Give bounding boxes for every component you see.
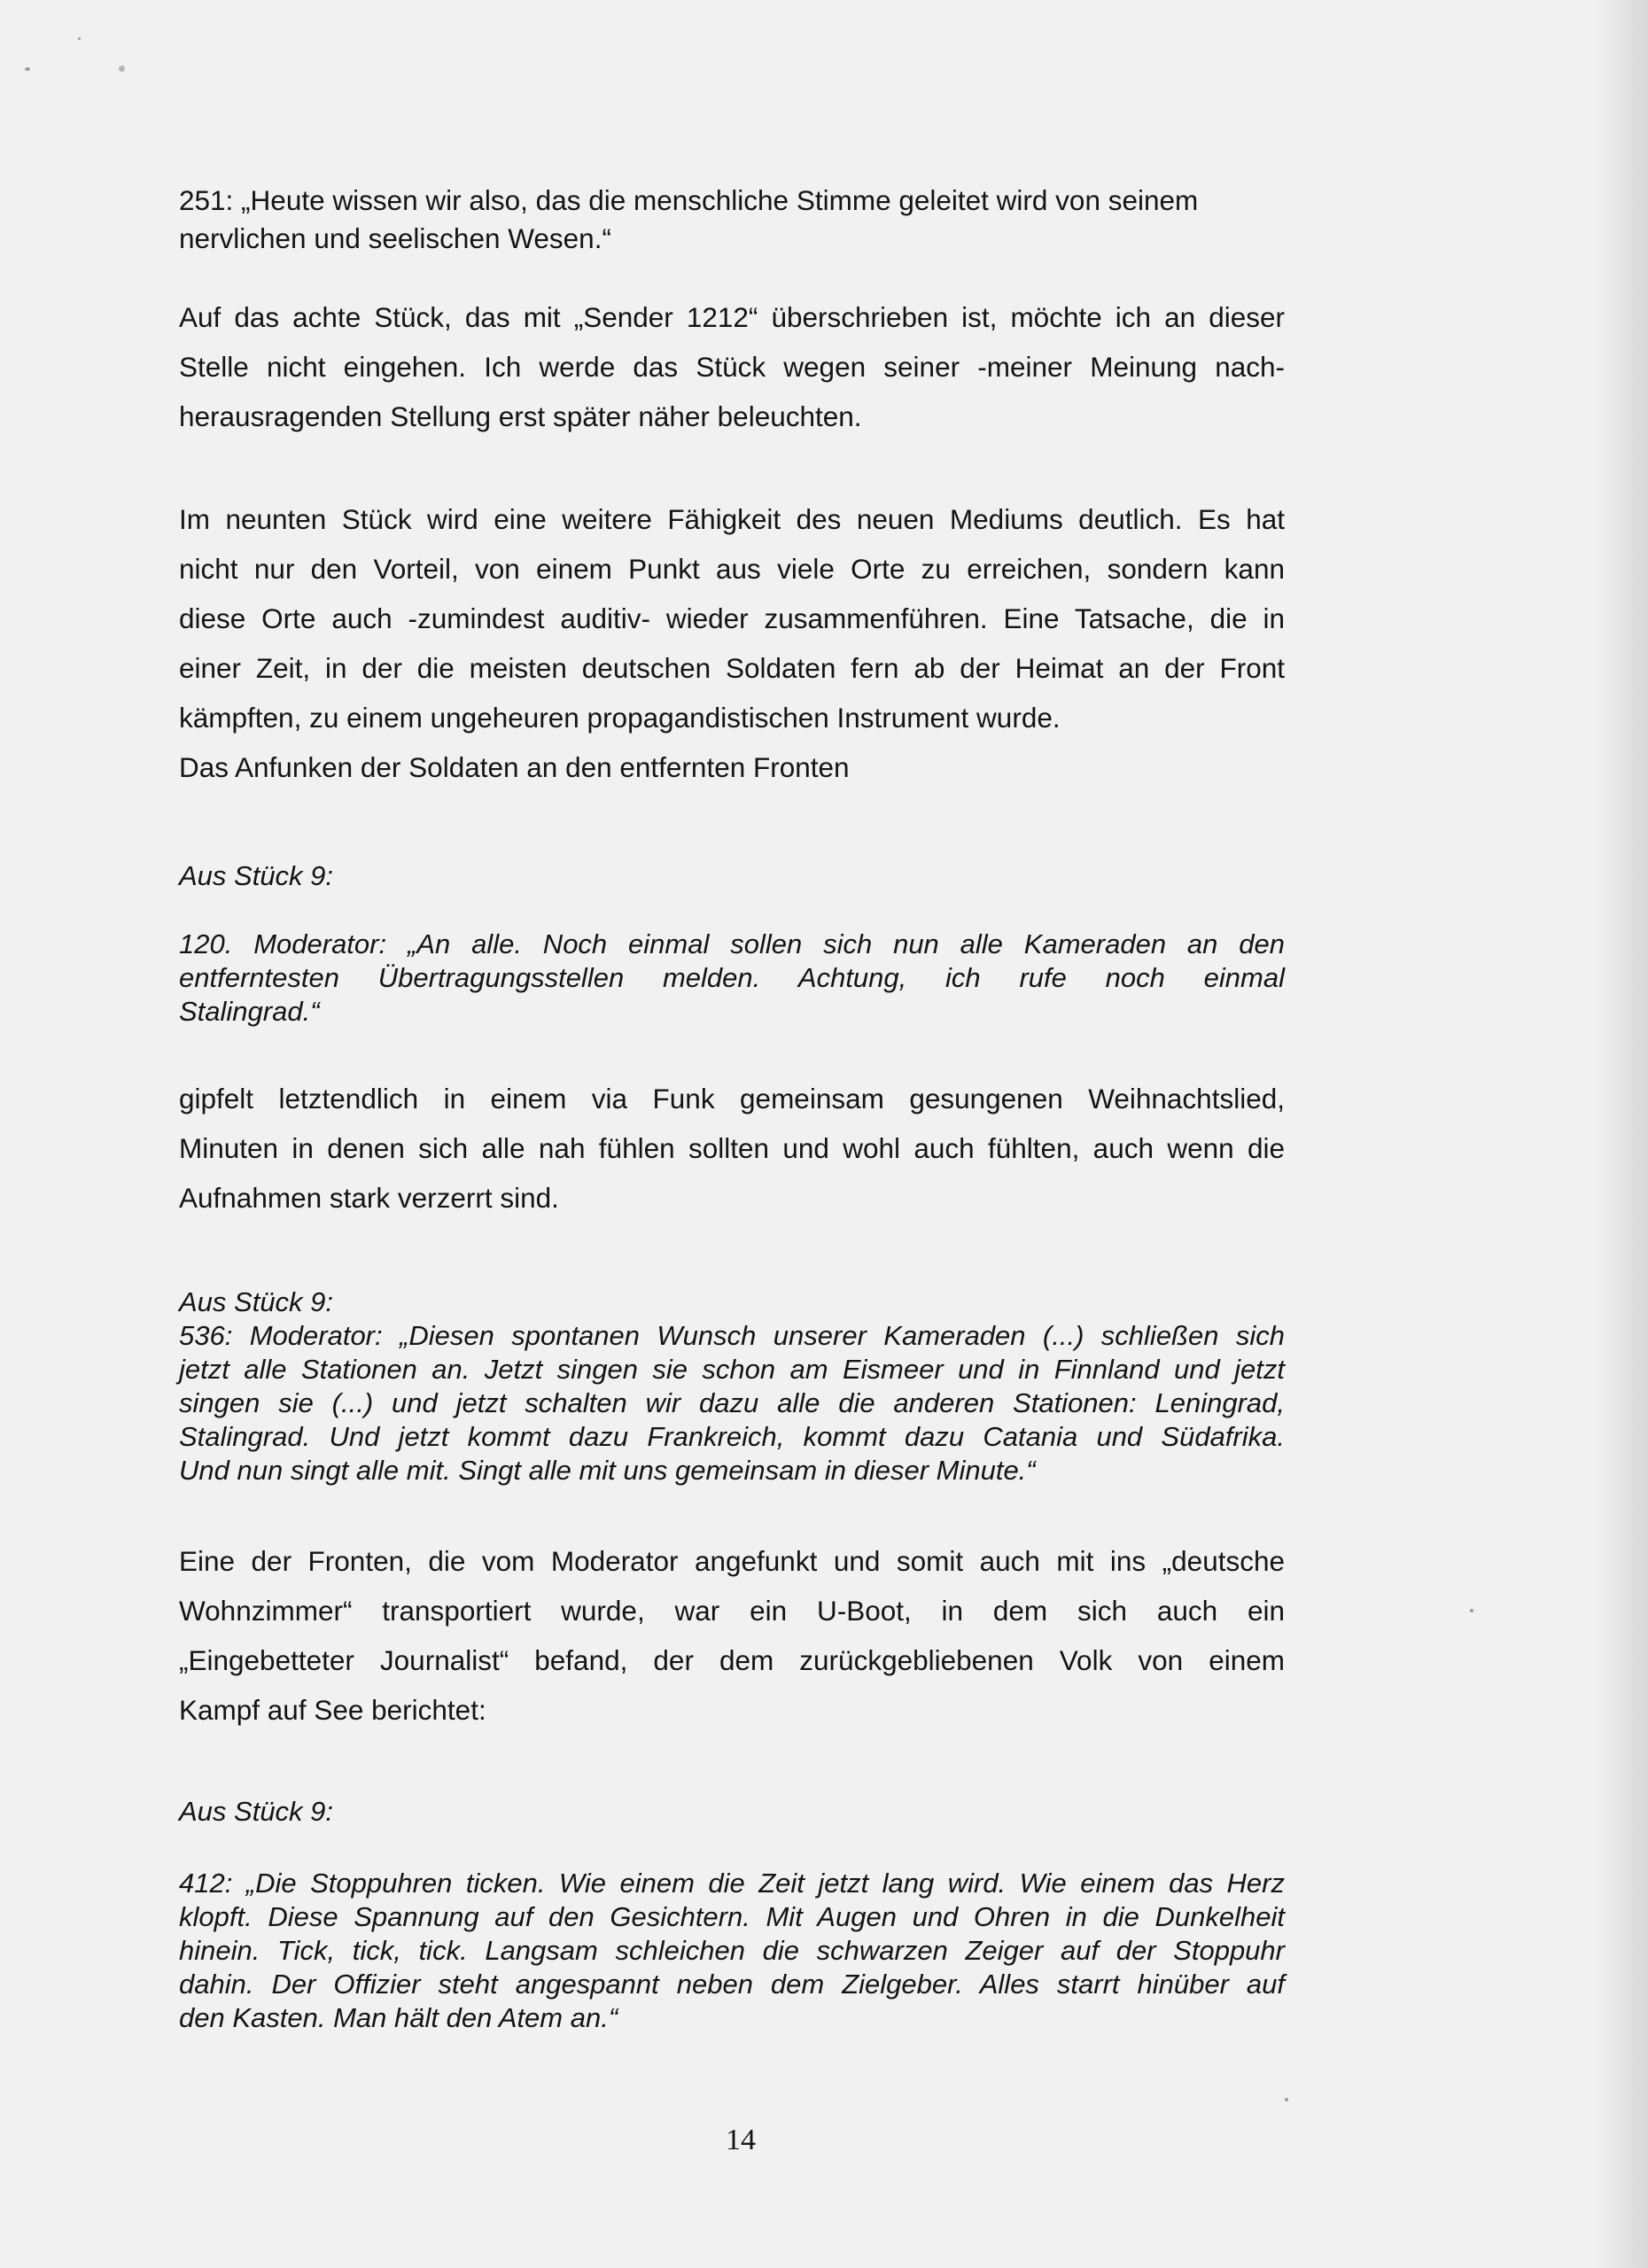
- scan-speck: [1285, 2098, 1288, 2101]
- text-line: entferntesten Übertragungsstellen melden. Achtung, ich rufe noch einmal: [179, 962, 1285, 993]
- text-line: Das Anfunken der Soldaten an den entfernten Fronten: [179, 751, 850, 783]
- scan-speck: [1470, 1609, 1473, 1612]
- text-line: 120. Moderator: „An alle. Noch einmal sollen sich nun alle Kameraden an den: [179, 928, 1285, 959]
- text-line: „Eingebetteter Journalist“ befand, der dem zurückgebliebenen Volk von einem: [179, 1644, 1285, 1676]
- text-line: Auf das achte Stück, das mit „Sender 1212“ überschrieben ist, möchte ich an dieser: [179, 301, 1285, 333]
- source-label: [179, 1794, 1285, 1829]
- text-line: nicht nur den Vorteil, von einem Punkt aus viele Orte zu erreichen, sondern kann: [179, 553, 1285, 585]
- paragraph-weihnachtslied: [179, 1074, 1285, 1223]
- text-line: Aufnahmen stark verzerrt sind.: [179, 1182, 559, 1214]
- paragraph-u-boot: [179, 1536, 1285, 1735]
- scan-speck: [78, 37, 81, 40]
- text-line: Minuten in denen sich alle nah fühlen sollten und wohl auch fühlten, auch wenn die: [179, 1132, 1285, 1164]
- text-line: den Kasten. Man hält den Atem an.“: [179, 2002, 618, 2033]
- text-line: Stalingrad.“: [179, 996, 320, 1027]
- text-line: nervlichen und seelischen Wesen.“: [179, 222, 611, 254]
- text-line: Im neunten Stück wird eine weitere Fähigkeit des neuen Mediums deutlich. Es hat: [179, 503, 1285, 535]
- source-label: Aus Stück 9:: [179, 1286, 334, 1317]
- text-line: Stalingrad. Und jetzt kommt dazu Frankreich, kommt dazu Catania und Südafrika.: [179, 1421, 1285, 1452]
- text-line: Aus Stück 9:: [179, 860, 334, 891]
- text-line: klopft. Diese Spannung auf den Gesichtern. Mit Augen und Ohren in die Dunkelheit: [179, 1901, 1285, 1932]
- text-line: Stelle nicht eingehen. Ich werde das Stück wegen seiner -meiner Meinung nach-: [179, 351, 1285, 383]
- text-line: Aus Stück 9:: [179, 1796, 334, 1827]
- quote-412: [179, 1867, 1285, 2035]
- text-line: kämpften, zu einem ungeheuren propagandistischen Instrument wurde.: [179, 702, 1061, 734]
- text-line: dahin. Der Offizier steht angespannt neben dem Zielgeber. Alles starrt hinüber auf: [179, 1969, 1285, 2000]
- text-line: Eine der Fronten, die vom Moderator angefunkt und somit auch mit ins „deutsche: [179, 1545, 1285, 1577]
- scan-speck: [119, 66, 125, 72]
- paragraph-neuntes-stueck: [179, 494, 1285, 792]
- text-line: 251: „Heute wissen wir also, das die menschliche Stimme geleitet wird von seinem: [179, 184, 1199, 216]
- text-line: hinein. Tick, tick, tick. Langsam schleichen die schwarzen Zeiger auf der Stoppuhr: [179, 1935, 1285, 1966]
- paragraph-citation-251: [179, 182, 1285, 258]
- page-number: 14: [726, 2124, 756, 2156]
- text-line: Wohnzimmer“ transportiert wurde, war ein U-Boot, in dem sich auch ein: [179, 1595, 1285, 1627]
- text-line: Kampf auf See berichtet:: [179, 1694, 486, 1726]
- text-line: 536: Moderator: „Diesen spontanen Wunsch unserer Kameraden (...) schließen sich: [179, 1320, 1285, 1351]
- text-line: diese Orte auch -zumindest auditiv- wieder zusammenführen. Eine Tatsache, die in: [179, 602, 1285, 634]
- scan-edge-shadow: [1597, 0, 1648, 2268]
- text-line: Und nun singt alle mit. Singt alle mit uns gemeinsam in dieser Minute.“: [179, 1455, 1036, 1486]
- quote-536: [179, 1285, 1285, 1487]
- quote-120: [179, 928, 1285, 1029]
- text-line: singen sie (...) und jetzt schalten wir dazu alle die anderen Stationen: Leningrad,: [179, 1387, 1285, 1418]
- text-line: einer Zeit, in der die meisten deutschen Soldaten fern ab der Heimat an der Front: [179, 652, 1285, 684]
- source-label: [179, 858, 1285, 894]
- text-line: gipfelt letztendlich in einem via Funk gemeinsam gesungenen Weihnachtslied,: [179, 1083, 1285, 1115]
- scan-speck: [25, 67, 30, 71]
- text-line: 412: „Die Stoppuhren ticken. Wie einem die Zeit jetzt lang wird. Wie einem das Herz: [179, 1868, 1285, 1899]
- paragraph-sender-1212: [179, 292, 1285, 441]
- text-line: jetzt alle Stationen an. Jetzt singen sie schon am Eismeer und in Finnland und jetzt: [179, 1354, 1285, 1385]
- text-line: herausragenden Stellung erst später näher beleuchten.: [179, 400, 862, 432]
